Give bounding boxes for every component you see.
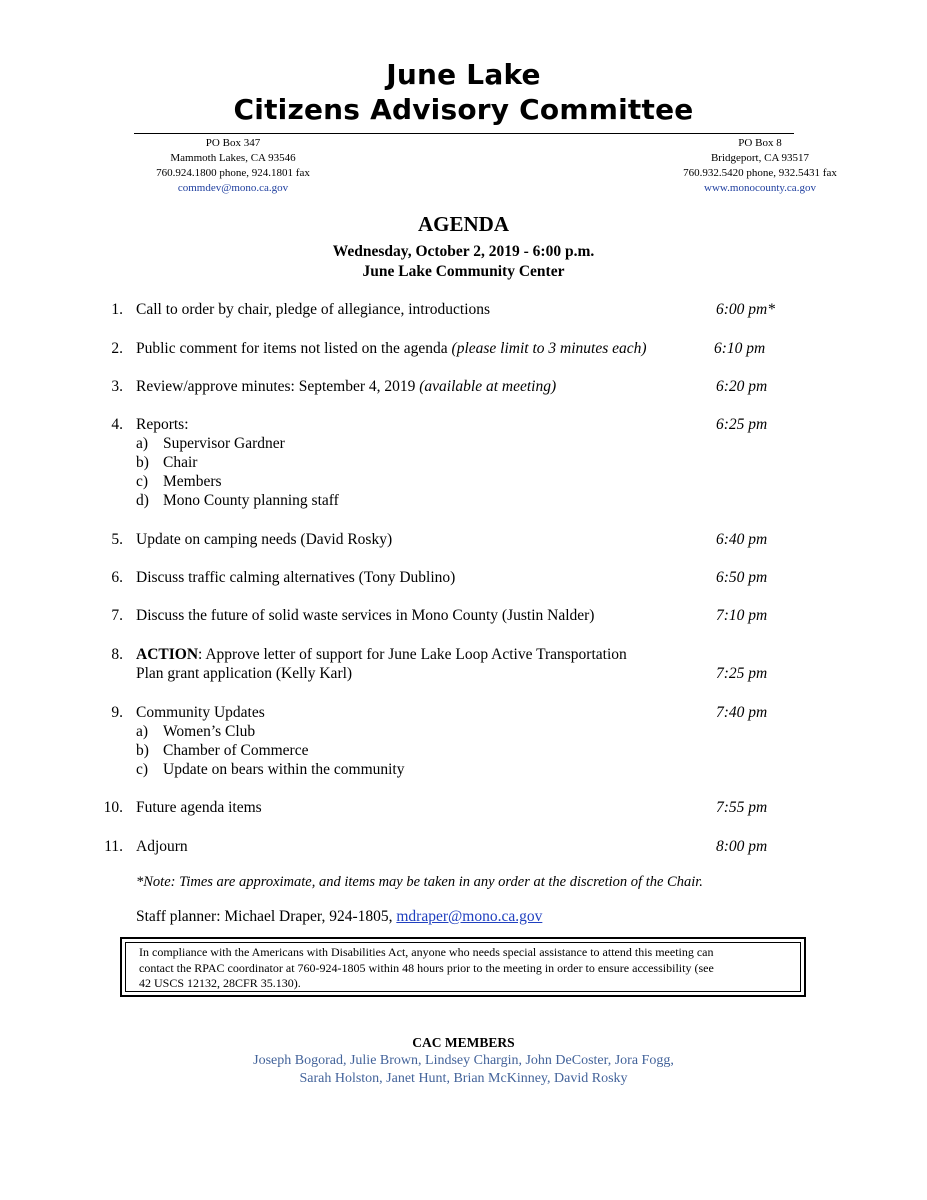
ada-notice-line1: In compliance with the Americans with Disabilities Act, anyone who needs special assistance to attend this meeting can bbox=[139, 945, 714, 959]
right-address-block bbox=[650, 136, 870, 196]
agenda-item-time: 6:25 pm bbox=[716, 416, 768, 433]
agenda-item-number: 5. bbox=[111, 531, 123, 548]
agenda-date: Wednesday, October 2, 2019 - 6:00 p.m. bbox=[332, 243, 595, 260]
agenda-item-note: (please limit to 3 minutes each) bbox=[451, 340, 647, 357]
agenda-subitem-text: Chair bbox=[163, 454, 198, 471]
left-address-po-box: PO Box 347 bbox=[205, 137, 261, 149]
agenda-subitem-letter: a) bbox=[136, 435, 149, 452]
agenda-item-number: 4. bbox=[111, 416, 123, 433]
ada-notice-line3: 42 USCS 12132, 28CFR 35.130). bbox=[139, 976, 301, 990]
agenda-location: June Lake Community Center bbox=[362, 263, 565, 280]
agenda-item-text: Discuss traffic calming alternatives (Tony Dublino) bbox=[136, 569, 456, 586]
members-list-line1: Joseph Bogorad, Julie Brown, Lindsey Chargin, John DeCoster, Jora Fogg, bbox=[253, 1053, 674, 1068]
agenda-item-time: 6:10 pm bbox=[714, 340, 766, 357]
agenda-subitem-letter: b) bbox=[136, 742, 149, 759]
agenda-subitem-text: Chamber of Commerce bbox=[163, 742, 309, 759]
ada-notice-line2: contact the RPAC coordinator at 760-924-1805 within 48 hours prior to the meeting in order to ensure accessibility (see bbox=[139, 960, 714, 975]
agenda-subitem-text: Update on bears within the community bbox=[163, 761, 405, 778]
agenda-subitem-letter: a) bbox=[136, 723, 149, 740]
agenda-item-time: 8:00 pm bbox=[716, 838, 768, 855]
agenda-subitem-letter: d) bbox=[136, 492, 149, 509]
agenda-item-text: : Approve letter of support for June Lake Loop Active Transportation bbox=[198, 646, 627, 663]
agenda-subitem-letter: c) bbox=[136, 473, 149, 490]
agenda-item-text: Community Updates bbox=[136, 704, 265, 721]
agenda-item-number: 11. bbox=[104, 838, 123, 855]
agenda-item-number: 6. bbox=[111, 569, 123, 586]
agenda-item-text-wrap bbox=[136, 339, 696, 359]
agenda-subitem-text: Supervisor Gardner bbox=[163, 435, 285, 452]
agenda-subitem-text: Members bbox=[163, 473, 222, 490]
agenda-item-time: 7:40 pm bbox=[716, 704, 768, 721]
members-heading: CAC MEMBERS bbox=[412, 1035, 515, 1050]
left-address-phone: 760.924.1800 phone, 924.1801 fax bbox=[156, 167, 310, 179]
staff-planner-label: Staff planner: Michael Draper, 924-1805, bbox=[136, 908, 397, 925]
agenda-item-text: Review/approve minutes: September 4, 2019 bbox=[136, 378, 420, 395]
staff-email-link[interactable]: mdraper@mono.ca.gov bbox=[396, 908, 543, 925]
right-address-phone: 760.932.5420 phone, 932.5431 fax bbox=[683, 167, 837, 179]
timing-note: *Note: Times are approximate, and items may be taken in any order at the discretion of the Chair. bbox=[136, 874, 703, 890]
agenda-item-time: 7:25 pm bbox=[716, 665, 768, 682]
agenda-item-text: Discuss the future of solid waste services in Mono County (Justin Nalder) bbox=[136, 607, 595, 624]
members-list-line2: Sarah Holston, Janet Hunt, Brian McKinney, David Rosky bbox=[299, 1071, 628, 1086]
agenda-item-number: 8. bbox=[111, 646, 123, 663]
agenda-subitem-text: Mono County planning staff bbox=[163, 492, 339, 509]
agenda-item-text: Reports: bbox=[136, 416, 189, 433]
agenda-item-number: 2. bbox=[111, 340, 123, 357]
agenda-item-number: 9. bbox=[111, 704, 123, 721]
agenda-item-text: Call to order by chair, pledge of allegiance, introductions bbox=[136, 301, 491, 318]
agenda-item-text: Future agenda items bbox=[136, 799, 262, 816]
agenda-item-time: 6:50 pm bbox=[716, 569, 768, 586]
ada-notice-box bbox=[120, 937, 806, 997]
agenda-title: AGENDA bbox=[417, 212, 509, 236]
agenda-item-text: Adjourn bbox=[136, 838, 188, 855]
agenda-item-time: 7:55 pm bbox=[716, 799, 768, 816]
right-address-website-link[interactable]: www.monocounty.ca.gov bbox=[704, 182, 816, 194]
committee-title-line2: Citizens Advisory Committee bbox=[233, 93, 694, 126]
agenda-item-number: 7. bbox=[111, 607, 123, 624]
agenda-item-text: Public comment for items not listed on the agenda bbox=[136, 340, 452, 357]
staff-planner-line bbox=[136, 908, 542, 926]
agenda-item-number: 10. bbox=[103, 799, 123, 816]
right-address-city: Bridgeport, CA 93517 bbox=[710, 152, 810, 164]
right-address-po-box: PO Box 8 bbox=[738, 137, 782, 149]
agenda-item-text-wrap bbox=[136, 645, 696, 665]
left-address-city: Mammoth Lakes, CA 93546 bbox=[170, 152, 296, 164]
agenda-subitem-text: Women’s Club bbox=[163, 723, 256, 740]
ada-notice-inner bbox=[125, 942, 801, 992]
agenda-item-text-line2: Plan grant application (Kelly Karl) bbox=[136, 665, 353, 682]
header-divider bbox=[134, 133, 794, 134]
agenda-item-time: 6:40 pm bbox=[716, 531, 768, 548]
left-address-block bbox=[118, 136, 348, 196]
agenda-item-time: 6:20 pm bbox=[716, 378, 768, 395]
agenda-item-note: (available at meeting) bbox=[419, 378, 557, 395]
agenda-item-number: 3. bbox=[111, 378, 123, 395]
left-address-email-link[interactable]: commdev@mono.ca.gov bbox=[177, 182, 289, 194]
agenda-subitem-letter: c) bbox=[136, 761, 149, 778]
agenda-subitem-letter: b) bbox=[136, 454, 149, 471]
agenda-item-time: 6:00 pm* bbox=[716, 301, 775, 318]
committee-title-line1: June Lake bbox=[386, 58, 541, 91]
agenda-item-text-wrap bbox=[136, 377, 696, 397]
agenda-item-number: 1. bbox=[111, 301, 123, 318]
agenda-item-text: Update on camping needs (David Rosky) bbox=[136, 531, 393, 548]
agenda-item-time: 7:10 pm bbox=[716, 607, 768, 624]
action-label: ACTION bbox=[136, 646, 199, 663]
